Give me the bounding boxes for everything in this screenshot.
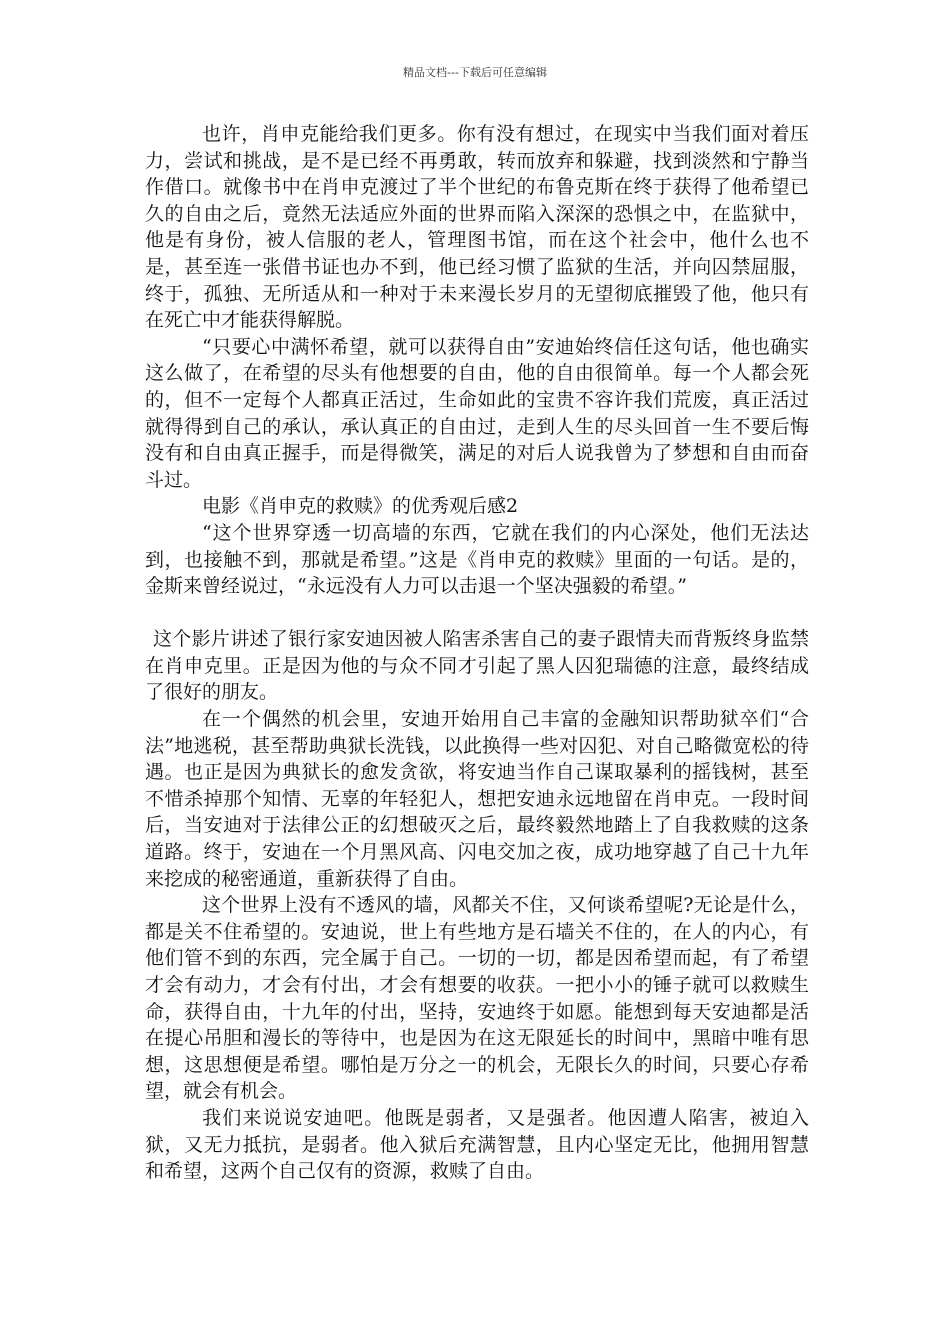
- page-header: 精品文档---下载后可任意编辑: [403, 66, 547, 79]
- paragraph-6: 这个世界上没有不透风的墙，风都关不住，又何谈希望呢?无论是什么，都是关不住希望的。安迪说，世上有些地方是石墙关不住的，在人的内心，有他们管不到的东西，完全属于自己。一切的一切，都是因希望而起，有了希望才会有动力，才会有付出，才会有想要的收获。一把小小的锤子就可以救赎生命，获得自由，十九年的付出，坚持，安迪终于如愿。能想到每天安迪都是活在提心吊胆和漫长的等待中，也是因为在这无限延长的时间中，黑暗中唯有思想，这思想便是希望。哪怕是万分之一的机会，无限长久的时间，只要心存希望，就会有机会。: [145, 894, 809, 1103]
- blank-line: [145, 600, 809, 627]
- paragraph-4: 这个影片讲述了银行家安迪因被人陷害杀害自己的妻子跟情夫而背叛终身监禁在肖申克里。正是因为他的与众不同才引起了黑人囚犯瑞德的注意，最终结成了很好的朋友。: [145, 628, 809, 704]
- paragraph-1: 也许，肖申克能给我们更多。你有没有想过，在现实中当我们面对着压力，尝试和挑战，是不是已经不再勇敢，转而放弃和躲避，找到淡然和宁静当作借口。就像书中在肖申克渡过了半个世纪的布鲁克斯在终于获得了他希望已久的自由之后，竟然无法适应外面的世界而陷入深深的恐惧之中，在监狱中，他是有身份，被人信服的老人，管理图书馆，而在这个社会中，他什么也不是，甚至连一张借书证也办不到，他已经习惯了监狱的生活，并向囚禁屈服，终于，孤独、无所适从和一种对于未来漫长岁月的无望彻底摧毁了他，他只有在死亡中才能获得解脱。: [145, 123, 809, 332]
- paragraph-5: 在一个偶然的机会里，安迪开始用自己丰富的金融知识帮助狱卒们“合法”地逃税，甚至帮助典狱长洗钱，以此换得一些对囚犯、对自己略微宽松的待遇。也正是因为典狱长的愈发贪欲，将安迪当作自己谋取暴利的摇钱树，甚至不惜杀掉那个知情、无辜的年轻犯人，想把安迪永远地留在肖申克。一段时间后，当安迪对于法律公正的幻想破灭之后，最终毅然地踏上了自我救赎的这条道路。终于，安迪在一个月黑风高、闪电交加之夜，成功地穿越了自己十九年来挖成的秘密通道，重新获得了自由。: [145, 708, 809, 890]
- paragraph-3: “这个世界穿透一切高墙的东西，它就在我们的内心深处，他们无法达到，也接触不到，那就是希望。”这是《肖申克的救赎》里面的一句话。是的，金斯来曾经说过，“永远没有人力可以击退一个坚决强毅的希望。”: [145, 521, 809, 598]
- paragraph-7: 我们来说说安迪吧。他既是弱者，又是强者。他因遭人陷害，被迫入狱，又无力抵抗，是弱者。他入狱后充满智慧，且内心坚定无比，他拥用智慧和希望，这两个自己仅有的资源，救赎了自由。: [145, 1106, 809, 1183]
- section-heading: 电影《肖申克的救赎》的优秀观后感2: [202, 495, 519, 518]
- document-body: [145, 121, 809, 1185]
- paragraph-2: “只要心中满怀希望，就可以获得自由”安迪始终信任这句话，他也确实这么做了，在希望的尽头有他想要的自由，他的自由很简单。每一个人都会死的，但不一定每个人都真正活过，生命如此的宝贵不容许我们荒废，真正活过就得得到自己的承认，承认真正的自由过，走到人生的尽头回首一生不要后悔没有和自由真正握手，而是得微笑，满足的对后人说我曾为了梦想和自由而奋斗过。: [145, 335, 809, 491]
